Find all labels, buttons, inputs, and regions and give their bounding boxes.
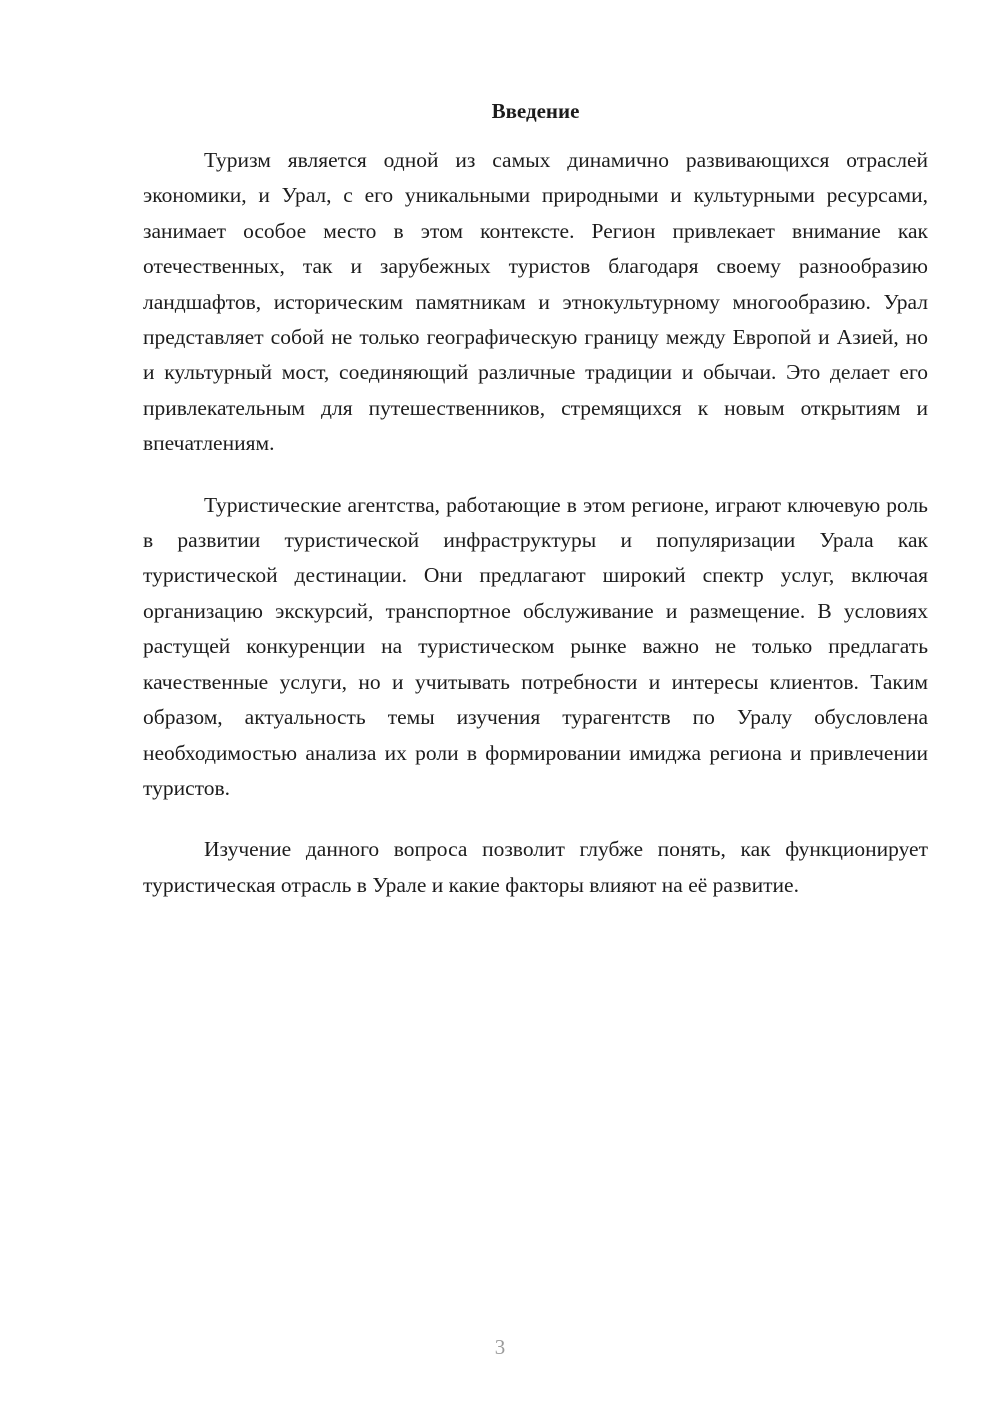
body-text: [143, 143, 928, 929]
paragraph-3: Изучение данного вопроса позволит глубже понять, как функционирует туристическая отрасль в Урале и какие факторы влияют на её развитие.: [143, 837, 928, 897]
paragraph-2: Туристические агентства, работающие в этом регионе, играют ключевую роль в развитии туристической инфраструктуры и популяризации Урала как туристической дестинации. Они предлагают широкий спектр услуг, включая организацию экскурсий, транспортное обслуживание и размещение. В условиях растущей конкуренции на туристическом рынке важно не только предлагать качественные услуги, но и учитывать потребности и интересы клиентов. Таким образом, актуальность темы изучения турагентств по Уралу обусловлена необходимостью анализа их роли в формировании имиджа региона и привлечении туристов.: [143, 492, 928, 800]
page-title: Введение: [491, 99, 580, 123]
paragraph-1: Туризм является одной из самых динамично развивающихся отраслей экономики, и Урал, с его уникальными природными и культурными ресурсами, занимает особое место в этом контексте. Регион привлекает внимание как отечественных, так и зарубежных туристов благодаря своему разнообразию ландшафтов, историческим памятникам и этнокультурному многообразию. Урал представляет собой не только географическую границу между Европой и Азией, но и культурный мост, соединяющий различные традиции и обычаи. Это делает его привлекательным для путешественников, стремящихся к новым открытиям и впечатлениям.: [143, 148, 928, 456]
page-number: 3: [494, 1335, 506, 1359]
